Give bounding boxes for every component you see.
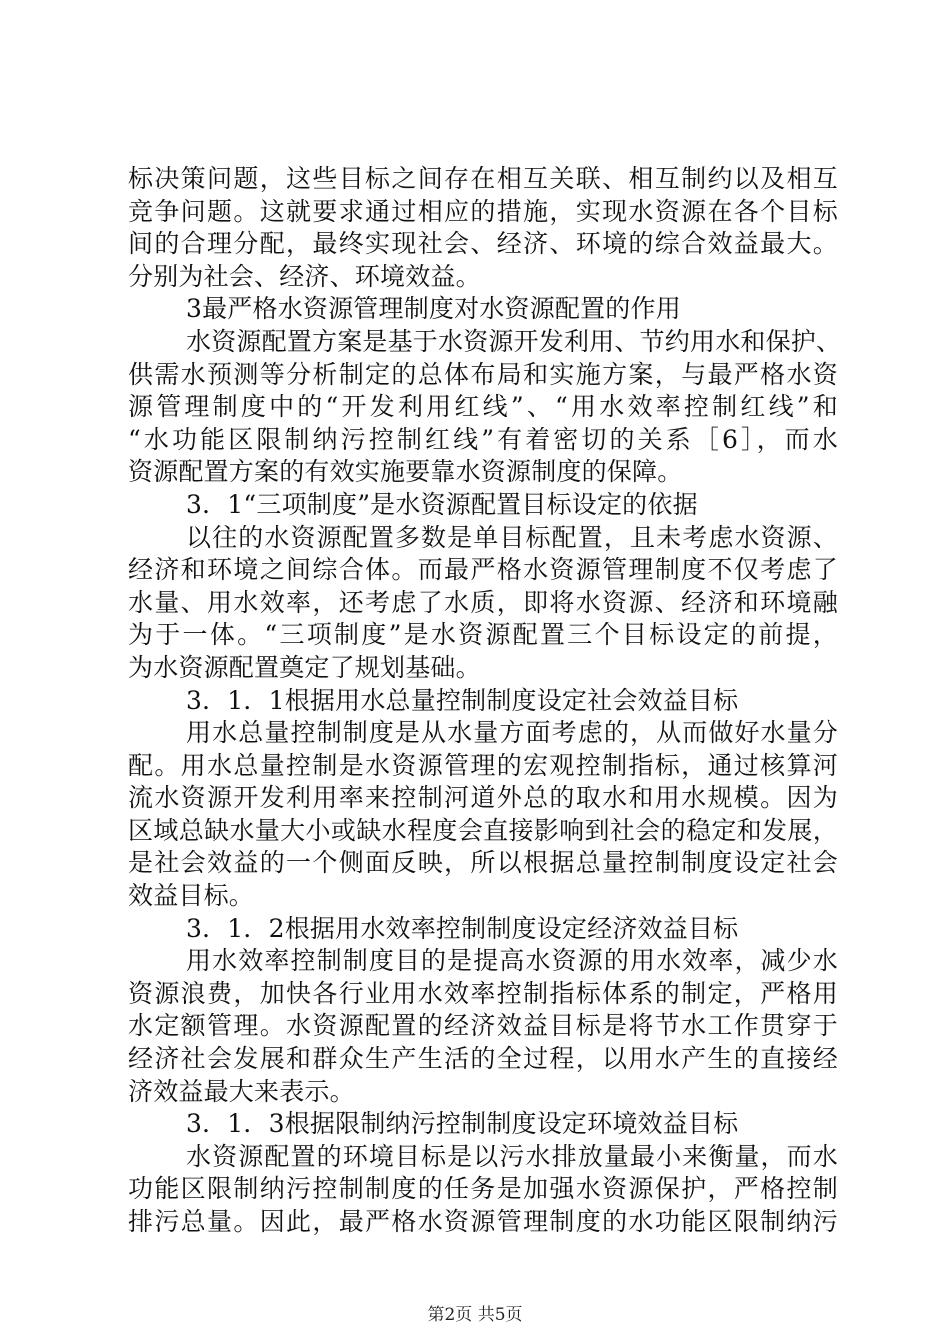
text-line: 为于一体。“三项制度”是水资源配置三个目标设定的前提， xyxy=(128,620,838,650)
text-line: 竞争问题。这就要求通过相应的措施，实现水资源在各个目标 xyxy=(128,196,838,226)
text-line: 3．1．2根据用水效率控制制度设定经济效益目标 xyxy=(186,913,739,943)
text-line: 以往的水资源配置多数是单目标配置，且未考虑水资源、 xyxy=(186,522,838,552)
page-footer: 第2页 共5页 xyxy=(427,1305,523,1325)
text-line: 3．1．3根据限制纳污控制制度设定环境效益目标 xyxy=(186,1109,739,1139)
text-line: 分别为社会、经济、环境效益。 xyxy=(128,261,481,291)
text-line: 供需水预测等分析制定的总体布局和实施方案，与最严格水资 xyxy=(128,359,838,389)
text-line: 排污总量。因此，最严格水资源管理制度的水功能区限制纳污 xyxy=(128,1207,838,1236)
text-line: 功能区限制纳污控制制度的任务是加强水资源保护，严格控制 xyxy=(128,1174,838,1204)
text-line: 经济社会发展和群众生产生活的全过程，以用水产生的直接经 xyxy=(128,1044,838,1074)
text-line: 用水效率控制制度目的是提高水资源的用水效率，减少水 xyxy=(186,946,838,976)
text-line: 流水资源开发利用率来控制河道外总的取水和用水规模。因为 xyxy=(128,783,838,813)
text-line: 3．1“三项制度”是水资源配置目标设定的依据 xyxy=(186,489,698,519)
text-line: “水功能区限制纳污控制红线”有着密切的关系［6］，而水 xyxy=(128,424,838,454)
text-line: 标决策问题，这些目标之间存在相互关联、相互制约以及相互 xyxy=(128,164,838,193)
text-line: 是社会效益的一个侧面反映，所以根据总量控制制度设定社会 xyxy=(128,848,838,878)
text-line: 水资源配置的环境目标是以污水排放量最小来衡量，而水 xyxy=(186,1141,838,1171)
text-line: 3．1．1根据用水总量控制制度设定社会效益目标 xyxy=(186,685,739,715)
text-line: 资源配置方案的有效实施要靠水资源制度的保障。 xyxy=(128,457,683,487)
text-line: 效益目标。 xyxy=(128,881,255,911)
text-line: 用水总量控制制度是从水量方面考虑的，从而做好水量分 xyxy=(186,718,838,748)
text-line: 经济和环境之间综合体。而最严格水资源管理制度不仅考虑了 xyxy=(128,555,838,585)
text-line: 区域总缺水量大小或缺水程度会直接影响到社会的稳定和发展， xyxy=(128,815,838,845)
text-line: 间的合理分配，最终实现社会、经济、环境的综合效益最大。 xyxy=(128,229,838,259)
text-line: 水量、用水效率，还考虑了水质，即将水资源、经济和环境融 xyxy=(128,587,838,617)
text-line: 源管理制度中的“开发利用红线”、“用水效率控制红线”和 xyxy=(128,392,838,422)
text-line: 3最严格水资源管理制度对水资源配置的作用 xyxy=(186,294,681,324)
text-line: 资源浪费，加快各行业用水效率控制指标体系的制定，严格用 xyxy=(128,978,838,1008)
text-line: 配。用水总量控制是水资源管理的宏观控制指标，通过核算河 xyxy=(128,750,838,780)
text-line: 水定额管理。水资源配置的经济效益目标是将节水工作贯穿于 xyxy=(128,1011,838,1041)
document-body xyxy=(128,163,842,1239)
text-line: 水资源配置方案是基于水资源开发利用、节约用水和保护、 xyxy=(186,326,842,356)
text-line: 济效益最大来表示。 xyxy=(128,1076,355,1106)
text-line: 为水资源配置奠定了规划基础。 xyxy=(128,652,481,682)
